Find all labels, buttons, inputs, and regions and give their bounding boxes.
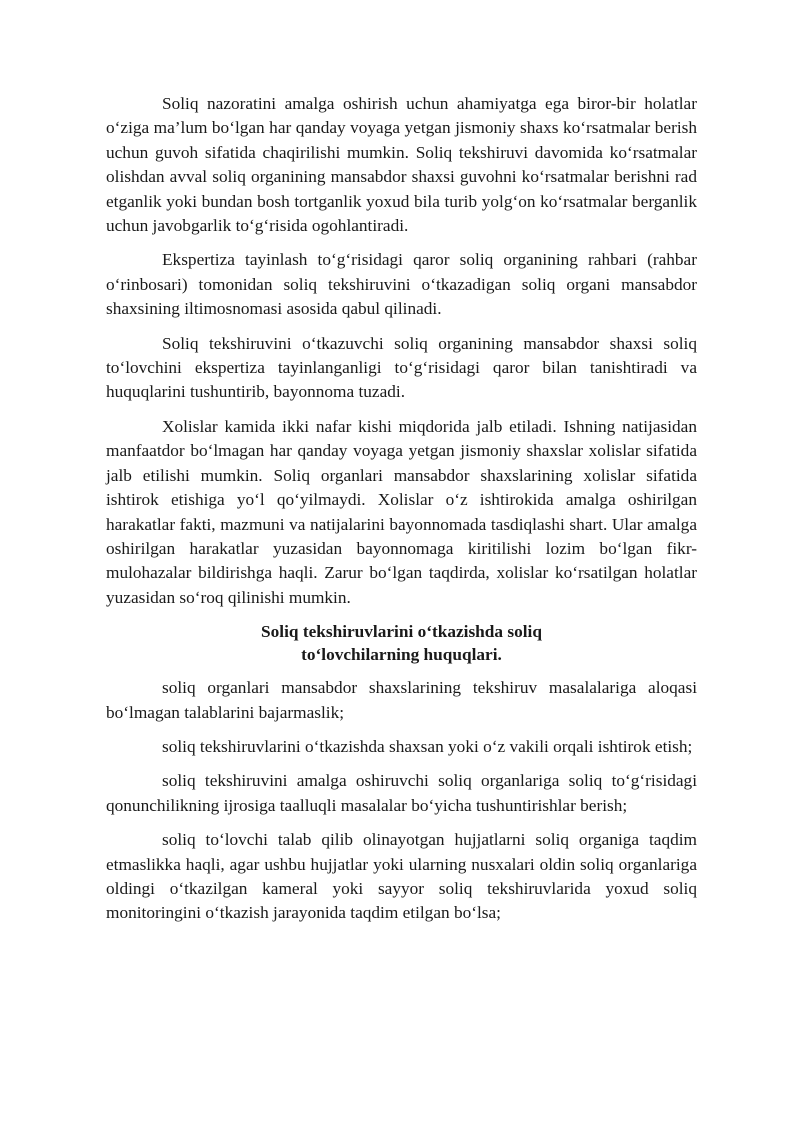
section-heading	[106, 620, 697, 666]
right-item-3: soliq tekshiruvini amalga oshiruvchi soliq organlariga soliq to‘g‘risidagi qonunchilikning ijrosiga taalluqli masalalar bo‘yicha tushuntirishlar berish;	[106, 771, 697, 815]
right-item-2: soliq tekshiruvlarini o‘tkazishda shaxsan yoki o‘z vakili orqali ishtirok etish;	[162, 736, 693, 756]
paragraph-expertise-decision: Ekspertiza tayinlash to‘g‘risidagi qaror soliq organining rahbari (rahbar o‘rinbosari) tomonidan soliq tekshiruvini o‘tkazadigan soliq organi mansabdor shaxsining iltimosnomasi asosida qabul qilinadi.	[106, 250, 697, 319]
right-item-1: soliq organlari mansabdor shaxslarining tekshiruv masalalariga aloqasi bo‘lmagan talablarini bajarmaslik;	[106, 678, 697, 722]
paragraph-witnesses: Xolislar kamida ikki nafar kishi miqdorida jalb etiladi. Ishning natijasidan manfaatdor bo‘lmagan har qanday voyaga yetgan jismoniy shaxslar xolislar sifatida jalb etilishi mumkin. Soliq organlari mansabdor shaxslarining xolislar sifatida ishtirok etishiga yo‘l qo‘yilmaydi. Xolislar o‘z ishtirokida amalga oshirilgan harakatlar fakti, mazmuni va natijalarini bayonnomada tasdiqlashi shart. Ular amalga oshirilgan harakatlar yuzasidan bayonnomaga kiritilishi lozim bo‘lgan fikr-mulohazalar bildirishga haqli. Zarur bo‘lgan taqdirda, xolislar ko‘rsatilgan holatlar yuzasidan so‘roq qilinishi mumkin.	[106, 416, 697, 607]
right-item-4: soliq to‘lovchi talab qilib olinayotgan hujjatlarni soliq organiga taqdim etmaslikka haqli, agar ushbu hujjatlar yoki ularning nusxalari oldin soliq organlariga oldingi o‘tkazilgan kameral yoki sayyor soliq tekshiruvlarida yoxud soliq monitoringini o‘tkazish jarayonida taqdim etilgan bo‘lsa;	[106, 830, 697, 923]
section-heading-line-2: to‘lovchilarning huquqlari.	[301, 645, 502, 665]
document-page	[106, 92, 697, 936]
section-heading-line-1: Soliq tekshiruvlarini o‘tkazishda soliq	[261, 622, 542, 642]
paragraph-witness: Soliq nazoratini amalga oshirish uchun ahamiyatga ega biror-bir holatlar o‘ziga ma’lum bo‘lgan har qanday voyaga yetgan jismoniy shaxs ko‘rsatmalar berish uchun guvoh sifatida chaqirilishi mumkin. Soliq tekshiruvi davomida ko‘rsatmalar olishdan avval soliq organining mansabdor shaxsi guvohni ko‘rsatmalar berishni rad etganlik yoki bundan bosh tortganlik yoxud bila turib yolg‘on ko‘rsatmalar berganlik uchun javobgarlik to‘g‘risida ogohlantiradi.	[106, 94, 697, 236]
paragraph-expertise-notice: Soliq tekshiruvini o‘tkazuvchi soliq organining mansabdor shaxsi soliq to‘lovchini ekspertiza tayinlanganligi to‘g‘risidagi qaror bilan tanishtiradi va huquqlarini tushuntirib, bayonnoma tuzadi.	[106, 333, 697, 402]
